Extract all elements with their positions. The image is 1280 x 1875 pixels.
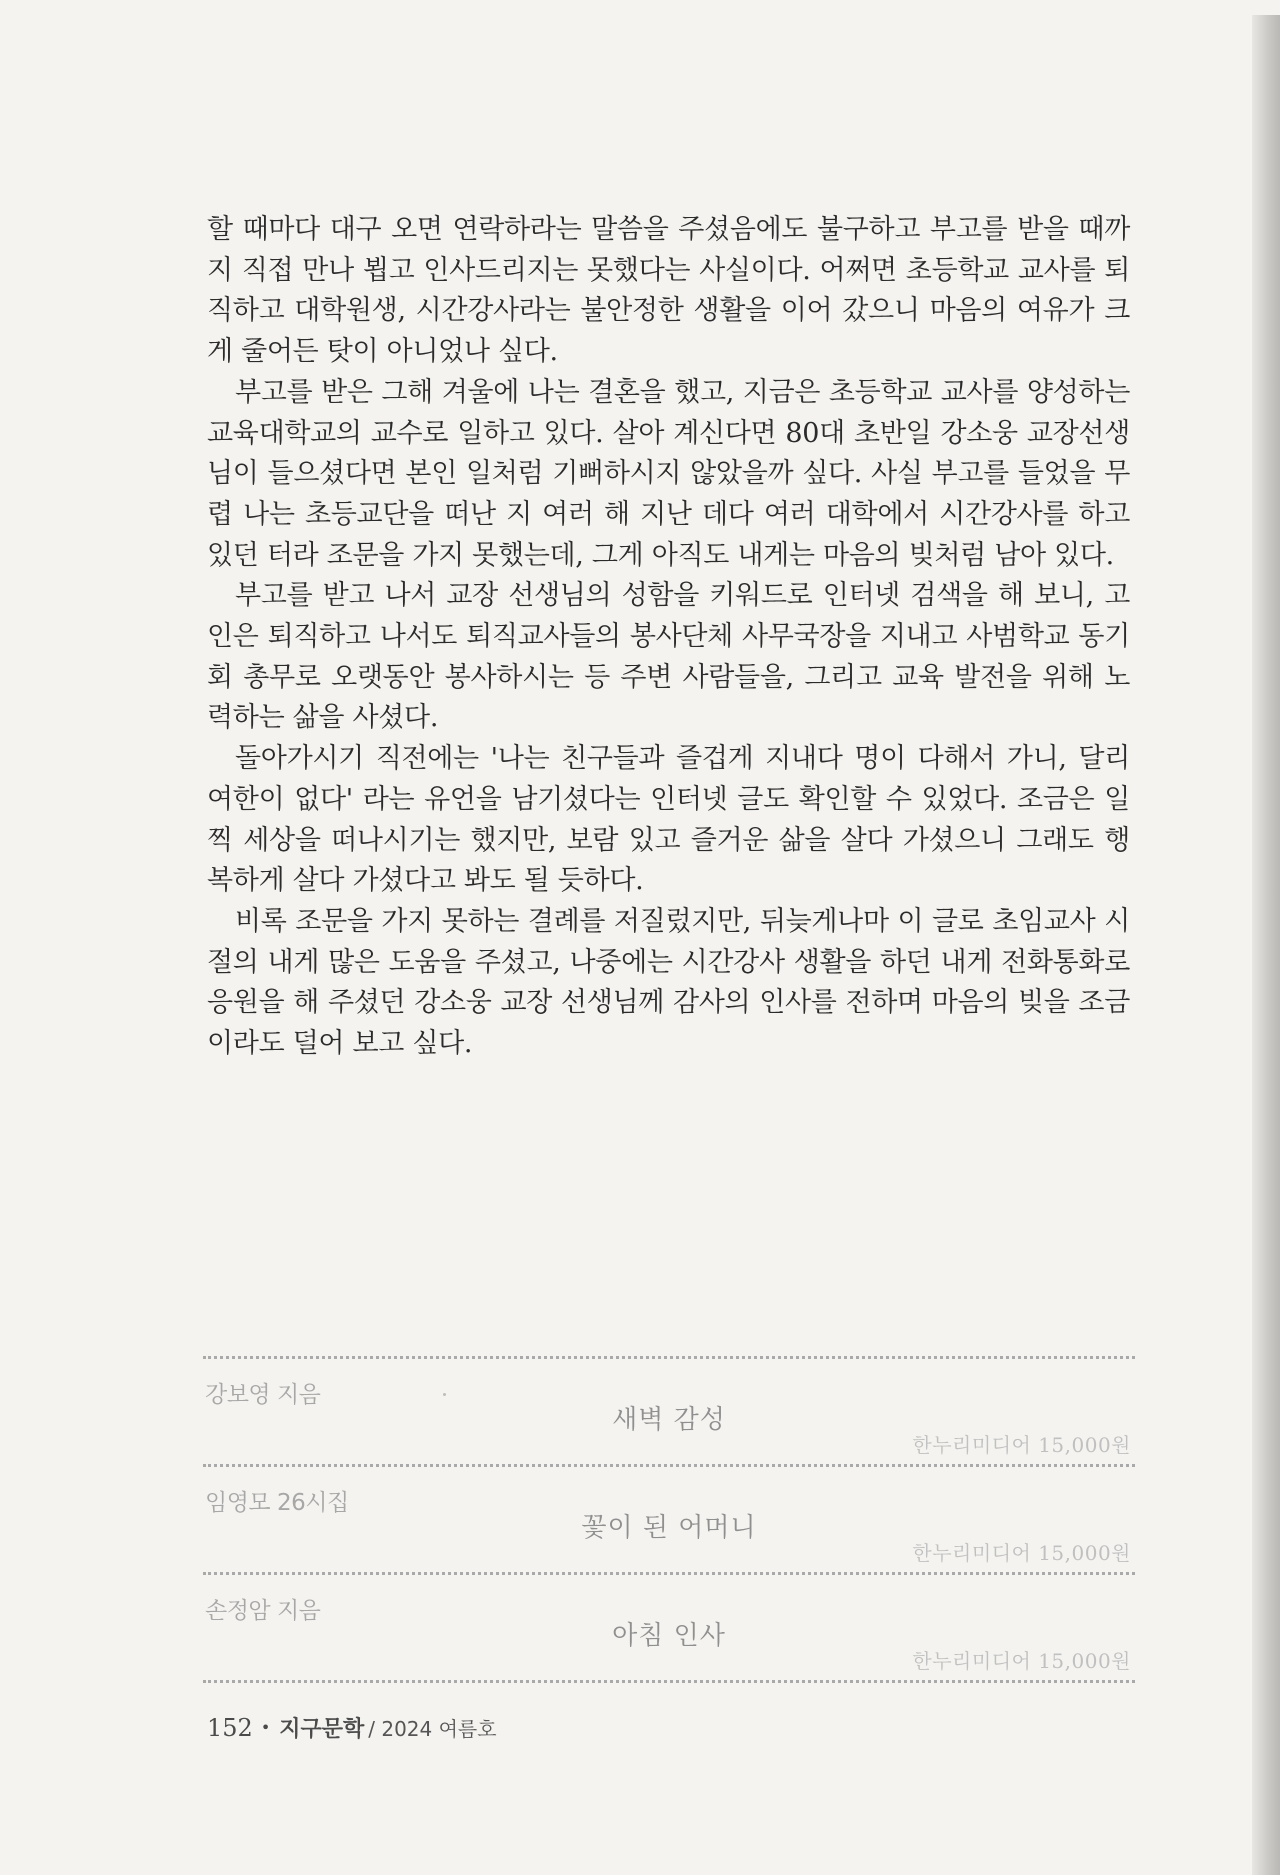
book-publisher-price: 한누리미디어 15,000원 bbox=[912, 1649, 1131, 1673]
page-number: 152 bbox=[207, 1714, 253, 1742]
paragraph-4: 돌아가시기 직전에는 '나는 친구들과 즐겁게 지내다 명이 다해서 가니, 달리 여한이 없다' 라는 유언을 남기셨다는 인터넷 글도 확인할 수 있었다. 조금은 일찍 세상을 떠나시기는 했지만, 보람 있고 즐거운 삶을 살다 가셨으니 그래도 행복하게 살다 가셨다고 봐도 될 듯하다. bbox=[207, 743, 1130, 897]
dotted-divider bbox=[203, 1680, 1135, 1683]
bullet-icon: • bbox=[260, 1718, 271, 1737]
print-speck bbox=[443, 1393, 446, 1396]
paragraph-5: 비록 조문을 가지 못하는 결례를 저질렀지만, 뒤늦게나마 이 글로 초임교사 시절의 내게 많은 도움을 주셨고, 나중에는 시간강사 생활을 하던 내게 전화통화로 응원을 해 주셨던 강소웅 교장 선생님께 감사의 인사를 전하며 마음의 빚을 조금이라도 덜어 보고 싶다. bbox=[207, 905, 1130, 1060]
essay-body bbox=[207, 210, 1130, 1065]
book-ad bbox=[203, 1575, 1135, 1680]
book-author: 임영모 26시집 bbox=[205, 1490, 349, 1516]
book-author: 손정암 지음 bbox=[205, 1598, 321, 1624]
book-publisher-price: 한누리미디어 15,000원 bbox=[912, 1541, 1131, 1565]
book-title: 아침 인사 bbox=[612, 1621, 726, 1651]
magazine-name: 지구문학 bbox=[279, 1717, 365, 1742]
paragraph-3: 부고를 받고 나서 교장 선생님의 성함을 키워드로 인터넷 검색을 해 보니, 고인은 퇴직하고 나서도 퇴직교사들의 봉사단체 사무국장을 지내고 사범학교 동기회 총무로 오랫동안 봉사하시는 등 주변 사람들을, 그리고 교육 발전을 위해 노력하는 삶을 사셨다. bbox=[207, 580, 1130, 734]
book-title: 새벽 감성 bbox=[612, 1405, 726, 1435]
paragraph-1: 할 때마다 대구 오면 연락하라는 말씀을 주셨음에도 불구하고 부고를 받을 때까지 직접 만나 뵙고 인사드리지는 못했다는 사실이다. 어쩌면 초등학교 교사를 퇴직하고 대학원생, 시간강사라는 불안정한 생활을 이어 갔으니 마음의 여유가 크게 줄어든 탓이 아니었나 싶다. bbox=[207, 214, 1130, 368]
book-ads bbox=[203, 1356, 1135, 1683]
book-publisher-price: 한누리미디어 15,000원 bbox=[912, 1433, 1131, 1457]
book-ad bbox=[203, 1359, 1135, 1464]
page-edge-shadow bbox=[1252, 15, 1280, 1875]
paragraph-2: 부고를 받은 그해 겨울에 나는 결혼을 했고, 지금은 초등학교 교사를 양성하는 교육대학교의 교수로 일하고 있다. 살아 계신다면 80대 초반일 강소웅 교장선생님이 들으셨다면 본인 일처럼 기뻐하시지 않았을까 싶다. 사실 부고를 들었을 무렵 나는 초등교단을 떠난 지 여러 해 지난 데다 여러 대학에서 시간강사를 하고 있던 터라 조문을 가지 못했는데, 그게 아직도 내게는 마음의 빚처럼 남아 있다. bbox=[207, 376, 1130, 571]
book-author: 강보영 지음 bbox=[205, 1382, 321, 1408]
issue-label: / 2024 여름호 bbox=[368, 1717, 497, 1741]
book-title: 꽃이 된 어머니 bbox=[581, 1513, 757, 1543]
book-ad bbox=[203, 1467, 1135, 1572]
page-footer bbox=[207, 1712, 497, 1743]
